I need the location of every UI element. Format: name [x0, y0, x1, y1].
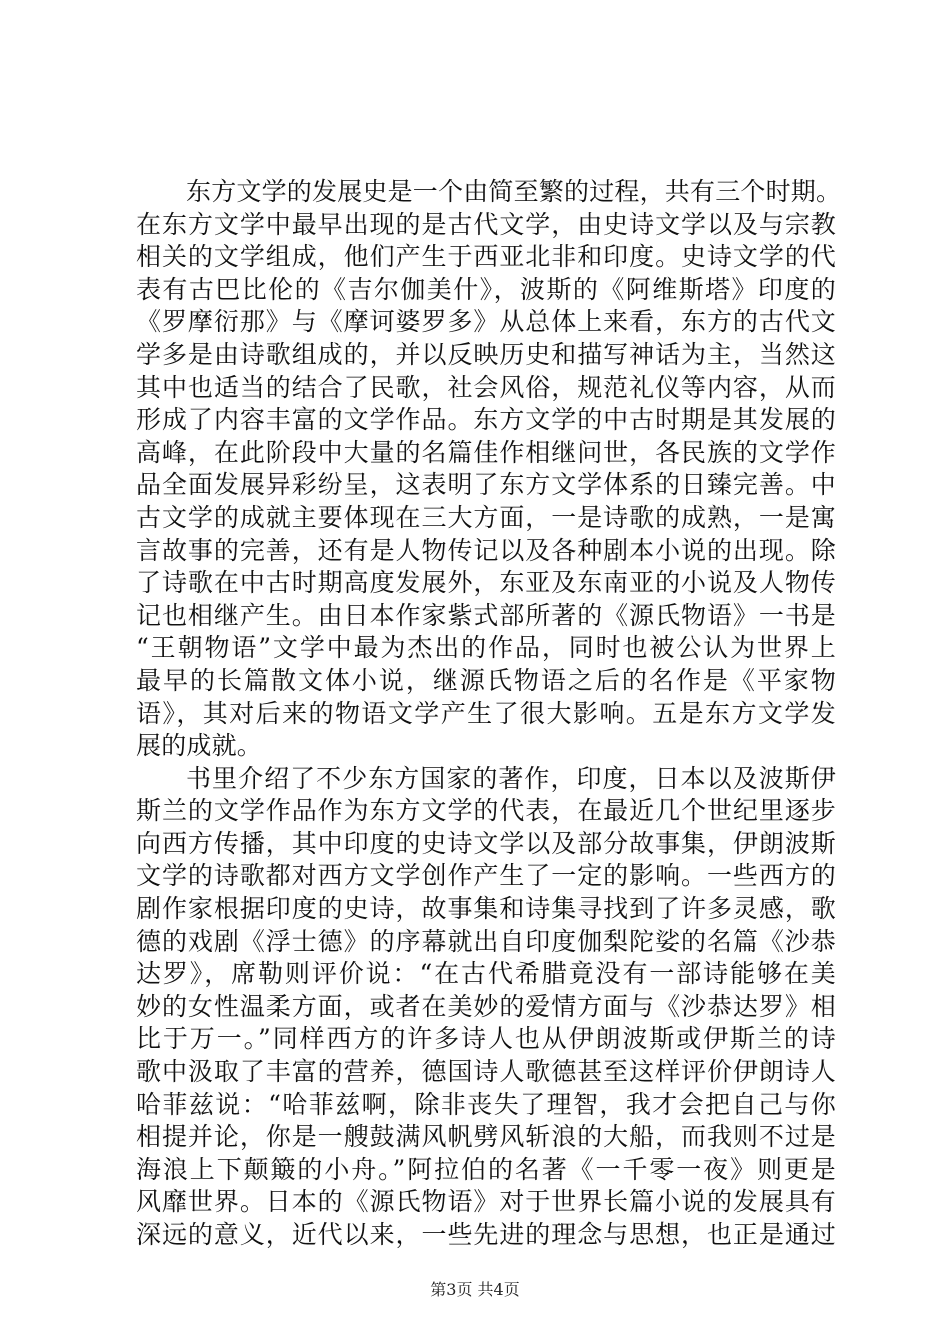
text-line: 言故事的完善，还有是人物传记以及各种剧本小说的出现。除 [136, 535, 836, 565]
text-line: 妙的女性温柔方面，或者在美妙的爱情方面与《沙恭达罗》相 [136, 991, 836, 1021]
text-line: 哈菲兹说：“哈菲兹啊，除非丧失了理智，我才会把自己与你 [136, 1089, 836, 1119]
text-line: 深远的意义，近代以来，一些先进的理念与思想，也正是通过 [136, 1220, 836, 1249]
text-line: 歌中汲取了丰富的营养，德国诗人歌德甚至这样评价伊朗诗人 [136, 1057, 836, 1087]
text-line: 相关的文学组成，他们产生于西亚北非和印度。史诗文学的代 [136, 242, 836, 272]
text-line: 记也相继产生。由日本作家紫式部所著的《源氏物语》一书是 [136, 600, 836, 630]
text-line: 表有古巴比伦的《吉尔伽美什》，波斯的《阿维斯塔》印度的 [136, 274, 836, 304]
text-line: 在东方文学中最早出现的是古代文学，由史诗文学以及与宗教 [136, 209, 836, 239]
body-text [136, 176, 842, 1252]
text-line: 了诗歌在中古时期高度发展外，东亚及东南亚的小说及人物传 [136, 568, 836, 598]
text-line: 语》，其对后来的物语文学产生了很大影响。五是东方文学发 [136, 698, 836, 728]
text-line: 剧作家根据印度的史诗，故事集和诗集寻找到了许多灵感，歌 [136, 894, 836, 924]
text-line: 文学的诗歌都对西方文学创作产生了一定的影响。一些西方的 [136, 861, 836, 891]
text-line: 其中也适当的结合了民歌，社会风俗，规范礼仪等内容，从而 [136, 372, 836, 402]
text-line: 海浪上下颠簸的小舟。”阿拉伯的名著《一千零一夜》则更是 [136, 1154, 836, 1184]
text-line: 书里介绍了不少东方国家的著作，印度，日本以及波斯伊 [186, 763, 836, 793]
text-line: 斯兰的文学作品作为东方文学的代表，在最近几个世纪里逐步 [136, 796, 836, 826]
text-line: 《罗摩衍那》与《摩诃婆罗多》从总体上来看，东方的古代文 [136, 307, 836, 337]
text-line: 高峰，在此阶段中大量的名篇佳作相继问世，各民族的文学作 [136, 437, 836, 467]
page-footer [0, 1277, 950, 1300]
text-line: 向西方传播，其中印度的史诗文学以及部分故事集，伊朗波斯 [136, 828, 836, 858]
paragraph-1 [136, 176, 842, 763]
paragraph-2 [136, 763, 836, 1252]
text-line: 比于万一。”同样西方的许多诗人也从伊朗波斯或伊斯兰的诗 [136, 1024, 836, 1054]
text-line: 学多是由诗歌组成的，并以反映历史和描写神话为主，当然这 [136, 339, 836, 369]
text-line: 最早的长篇散文体小说，继源氏物语之后的名作是《平家物 [136, 665, 836, 695]
text-line: “王朝物语”文学中最为杰出的作品，同时也被公认为世界上 [136, 633, 836, 663]
text-line: 古文学的成就主要体现在三大方面，一是诗歌的成熟，一是寓 [136, 502, 836, 532]
text-line: 风靡世界。日本的《源氏物语》对于世界长篇小说的发展具有 [136, 1187, 836, 1217]
text-line: 东方文学的发展史是一个由简至繁的过程，共有三个时期。 [186, 177, 842, 206]
text-line: 德的戏剧《浮士德》的序幕就出自印度伽梨陀娑的名篇《沙恭 [136, 926, 836, 956]
text-line: 形成了内容丰富的文学作品。东方文学的中古时期是其发展的 [136, 405, 836, 435]
text-line: 相提并论，你是一艘鼓满风帆劈风斩浪的大船，而我则不过是 [136, 1122, 836, 1152]
text-line: 达罗》，席勒则评价说：“在古代希腊竟没有一部诗能够在美 [136, 959, 836, 989]
text-line: 品全面发展异彩纷呈，这表明了东方文学体系的日臻完善。中 [136, 470, 836, 500]
text-line: 展的成就。 [136, 731, 263, 761]
page-number-label: 第3页 共4页 [430, 1280, 520, 1299]
